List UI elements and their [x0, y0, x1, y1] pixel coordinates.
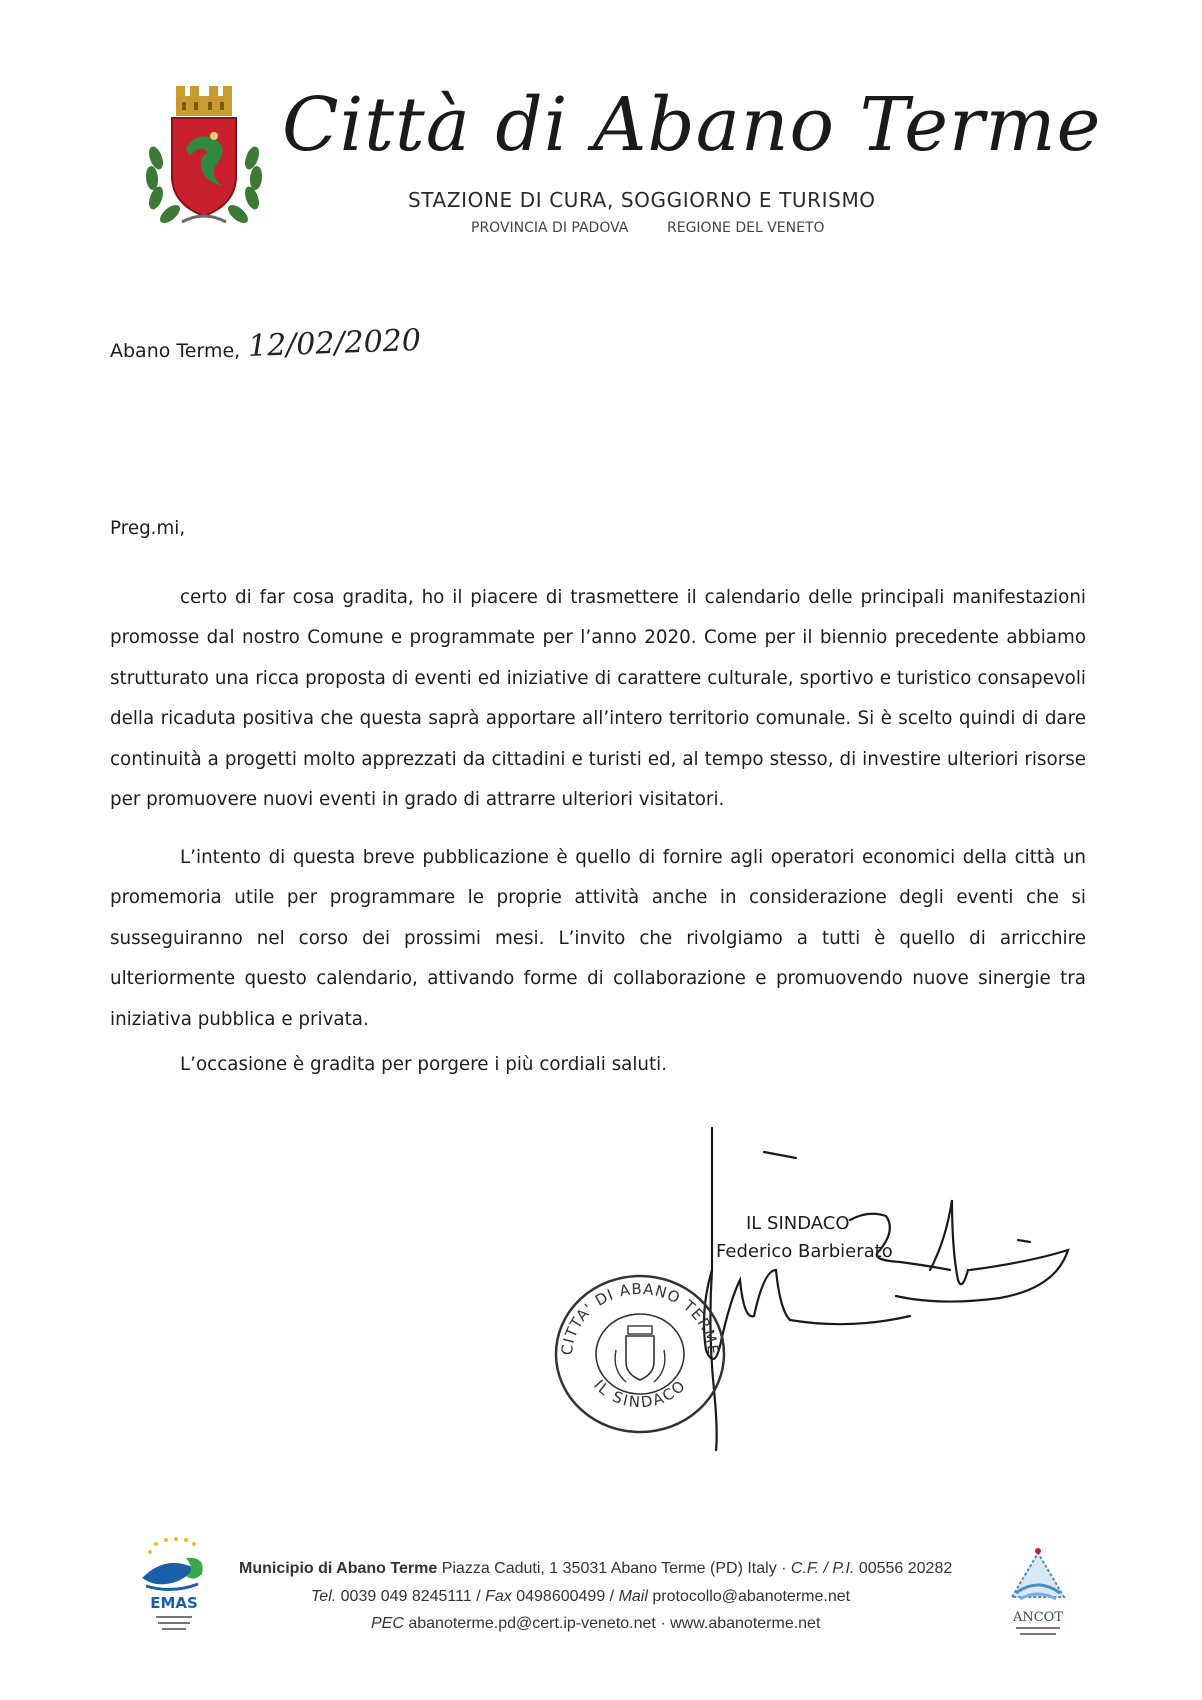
- province-label: PROVINCIA DI PADOVA: [471, 220, 629, 236]
- footer-pec[interactable]: abanoterme.pd@cert.ip-veneto.net: [408, 1615, 656, 1632]
- footer-cf-value: 00556 20282: [858, 1560, 953, 1577]
- footer-mail-label: Mail: [618, 1588, 648, 1605]
- region-label: REGIONE DEL VENETO: [667, 220, 825, 236]
- letter-greeting: Preg.mi,: [110, 518, 186, 539]
- handwritten-signature: [700, 1120, 1080, 1460]
- handwritten-date: 12/02/2020: [247, 322, 422, 365]
- signatory-title: IL SINDACO: [746, 1213, 850, 1234]
- city-crest-icon: [142, 78, 266, 232]
- letter-paragraph-2: L’intento di questa breve pubblicazione è quello di fornire agli operatori economici della città un promemoria utile per programmare le proprie attività anche in considerazione degli eventi che si susseguiranno nel corso dei prossimi mesi. L’invito che rivolgiamo a tutti è quello di arricchire ulteriormente questo calendario, attivando forme di collaborazione e promuovendo nuove sinergie tra iniziativa pubblica e privata.: [110, 847, 1086, 1030]
- letter-closing: L’occasione è gradita per porgere i più cordiali saluti.: [180, 1054, 668, 1075]
- footer-fax-label: Fax: [485, 1588, 512, 1605]
- city-title: Città di Abano Terme: [282, 82, 1102, 168]
- ancot-logo-icon: [1002, 1543, 1074, 1639]
- footer-contacts-line: Tel. 0039 049 8245111 / Fax 0498600499 / Mail protocollo@abanoterme.net: [311, 1588, 851, 1605]
- emas-logo-icon: [136, 1534, 212, 1634]
- footer-address-line: Municipio di Abano Terme Piazza Caduti, 1 35031 Abano Terme (PD) Italy · C.F. / P.I. 00556 20282: [239, 1560, 953, 1577]
- footer-fax: 0498600499: [516, 1588, 606, 1605]
- letter-paragraph-1: certo di far cosa gradita, ho il piacere di trasmettere il calendario delle principali manifestazioni promosse dal nostro Comune e programmate per l’anno 2020. Come per il biennio precedente abbiamo strutturato una ricca proposta di eventi ed iniziative di carattere culturale, sportivo e turistico consapevoli della ricaduta positiva che questa saprà apportare all’intero territorio comunale. Si è scelto quindi di dare continuità a progetti molto apprezzati da cittadini e turisti ed, al tempo stesso, di investire ulteriori risorse per promuovere nuovi eventi in grado di attrarre ulteriori visitatori.: [110, 587, 1086, 811]
- svg-text:CITTA' DI ABANO TERME: [558, 1280, 722, 1356]
- footer-address: Piazza Caduti, 1 35031 Abano Terme (PD) Italy: [441, 1560, 777, 1577]
- svg-text:IL SINDACO: [590, 1376, 690, 1412]
- footer-website[interactable]: www.abanoterme.net: [670, 1615, 821, 1632]
- footer-tel-label: Tel.: [311, 1588, 337, 1605]
- footer-mail[interactable]: protocollo@abanoterme.net: [652, 1588, 851, 1605]
- footer-cf-label: C.F. / P.I.: [790, 1560, 855, 1577]
- emas-label: EMAS: [150, 1594, 198, 1612]
- footer-web-line: PEC abanoterme.pd@cert.ip-veneto.net · www.abanoterme.net: [371, 1615, 821, 1632]
- stamp-top-text: CITTA' DI ABANO TERME: [557, 1279, 723, 1356]
- footer-tel: 0039 049 8245111: [340, 1588, 472, 1605]
- footer-pec-label: PEC: [371, 1615, 404, 1632]
- ancot-label: ANCOT: [1012, 1610, 1064, 1625]
- signatory-name: Federico Barbierato: [716, 1241, 893, 1262]
- official-stamp: [550, 1270, 730, 1435]
- city-subtitle: STAZIONE DI CURA, SOGGIORNO E TURISMO: [408, 188, 876, 212]
- footer-org: Municipio di Abano Terme: [239, 1560, 438, 1577]
- stamp-bottom-text: IL SINDACO: [590, 1375, 690, 1412]
- letter-place: Abano Terme,: [110, 340, 241, 362]
